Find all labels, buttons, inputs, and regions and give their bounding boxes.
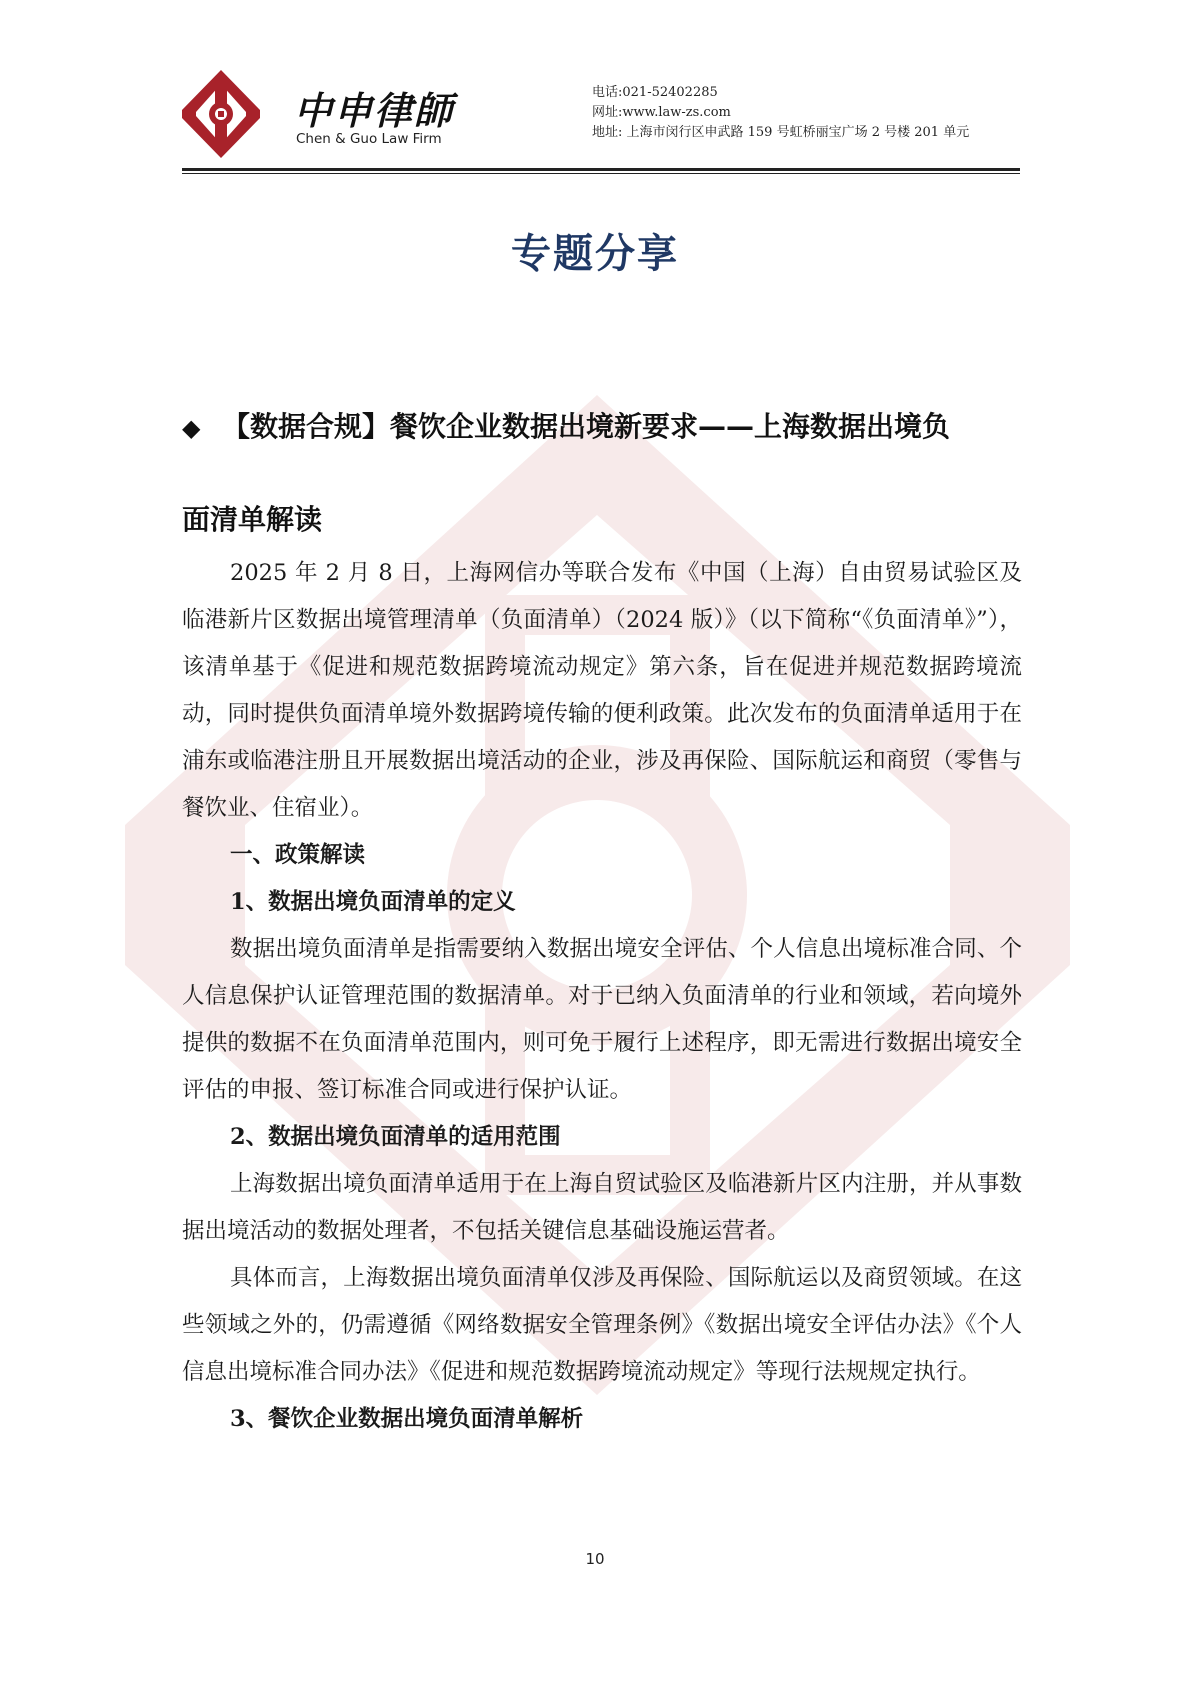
- header-rule-thick: [182, 168, 1020, 171]
- header-rule-thin: [182, 173, 1020, 174]
- website: 网址:www.law-zs.com: [592, 105, 731, 120]
- contact-info: [592, 83, 969, 143]
- paragraph: 数据出境负面清单是指需要纳入数据出境安全评估、个人信息出境标准合同、个人信息保护认证管理范围的数据清单。对于已纳入负面清单的行业和领域，若向境外提供的数据不在负面清单范围内，则可免于履行上述程序，即无需进行数据出境安全评估的申报、签订标准合同或进行保护认证。: [182, 936, 1022, 1103]
- diamond-bullet-icon: ◆: [182, 414, 201, 442]
- subheading: 1、数据出境负面清单的定义: [230, 889, 516, 915]
- subheading: 2、数据出境负面清单的适用范围: [230, 1124, 561, 1150]
- article-title-line2: 面清单解读: [182, 503, 323, 536]
- subheading: 3、餐饮企业数据出境负面清单解析: [230, 1406, 584, 1432]
- subheading: 一、政策解读: [230, 842, 366, 868]
- paragraph: 2025 年 2 月 8 日，上海网信办等联合发布《中国（上海）自由贸易试验区及临港新片区数据出境管理清单（负面清单）（2024 版）》（以下简称“《负面清单》”），该清单基于《促进和规范数据跨境流动规定》第六条，旨在促进并规范数据跨境流动，同时提供负面清单境外数据跨境传输的便利政策。此次发布的负面清单适用于在浦东或临港注册且开展数据出境活动的企业，涉及再保险、国际航运和商贸（零售与餐饮业、住宿业）。: [182, 560, 1022, 821]
- letterhead: [182, 70, 1020, 170]
- firm-logo-icon: [182, 70, 260, 158]
- firm-name-en: Chen & Guo Law Firm: [296, 131, 442, 147]
- page-number: 10: [585, 1550, 605, 1568]
- section-title: 专题分享: [511, 231, 679, 277]
- phone: 电话:021-52402285: [592, 85, 718, 100]
- paragraph: 具体而言，上海数据出境负面清单仅涉及再保险、国际航运以及商贸领域。在这些领域之外的，仍需遵循《网络数据安全管理条例》《数据出境安全评估办法》《个人信息出境标准合同办法》《促进和规范数据跨境流动规定》等现行法规规定执行。: [182, 1265, 1022, 1385]
- article-body: [182, 550, 1022, 1443]
- firm-name-cn: 中申律師: [294, 88, 455, 133]
- paragraph: 上海数据出境负面清单适用于在上海自贸试验区及临港新片区内注册，并从事数据出境活动的数据处理者，不包括关键信息基础设施运营者。: [182, 1171, 1022, 1244]
- article-title-line1: 【数据合规】餐饮企业数据出境新要求——上海数据出境负: [222, 410, 951, 443]
- address: 地址: 上海市闵行区申武路 159 号虹桥丽宝广场 2 号楼 201 单元: [592, 125, 970, 140]
